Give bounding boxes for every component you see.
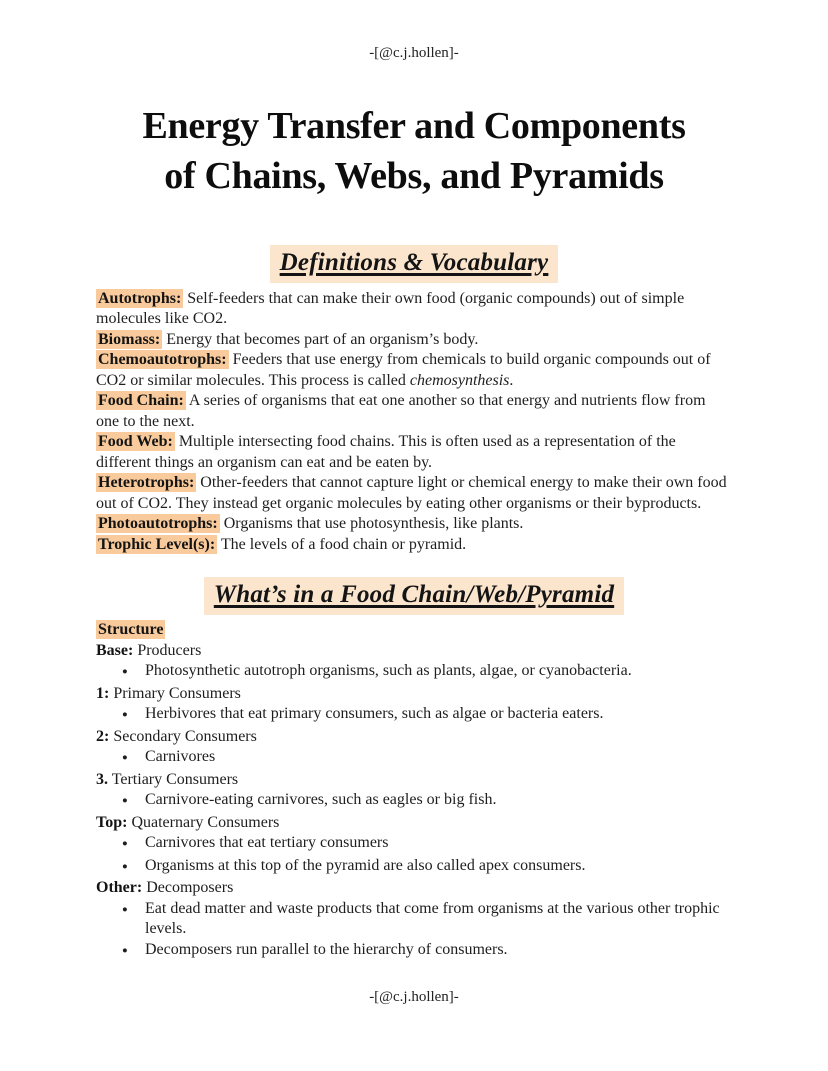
level-label: 2: xyxy=(96,727,110,745)
level-label: Base: xyxy=(96,641,134,659)
bullet-text: Carnivores that eat tertiary consumers xyxy=(145,834,389,851)
bullet-icon xyxy=(122,790,145,813)
structure-level-other xyxy=(96,878,732,899)
level-label: 1: xyxy=(96,684,110,702)
definition-term: Chemoautotrophs: xyxy=(98,351,227,369)
definition-term: Food Web: xyxy=(98,433,173,451)
definition-italic-word: chemosynthesis xyxy=(409,371,510,389)
definition-text: Feeders that use energy from chemicals to build organic compounds out of CO2 or similar molecules. This process is called xyxy=(96,351,711,389)
structure-subheading xyxy=(96,620,732,641)
bullet-icon xyxy=(122,704,145,727)
bullet-icon xyxy=(122,899,145,940)
definition-text: Energy that becomes part of an organism’s body. xyxy=(162,330,479,348)
list-item xyxy=(96,790,732,813)
structure-list xyxy=(96,620,732,962)
bullet-text: Eat dead matter and waste products that come from organisms at the various other trophic levels. xyxy=(145,899,720,937)
structure-subheading-text: Structure xyxy=(98,621,164,638)
structure-level-base xyxy=(96,641,732,662)
page-header-watermark: -[@c.j.hollen]- xyxy=(369,45,459,61)
section-structure-heading-wrap xyxy=(96,577,732,615)
list-item xyxy=(96,661,732,684)
bullet-icon xyxy=(122,661,145,684)
list-item xyxy=(96,940,732,963)
definition-term: Food Chain: xyxy=(98,392,184,410)
definition-item-autotrophs xyxy=(96,289,732,330)
definition-item-chemoautotrophs xyxy=(96,350,732,391)
list-item xyxy=(96,747,732,770)
definition-item-biomass xyxy=(96,330,732,351)
definition-item-food-chain xyxy=(96,391,732,432)
section-definitions-heading-wrap xyxy=(96,245,732,283)
level-text: Decomposers xyxy=(142,879,234,896)
definition-item-heterotrophs xyxy=(96,473,732,514)
bullet-icon xyxy=(122,747,145,770)
list-item xyxy=(96,856,732,879)
structure-level-2 xyxy=(96,727,732,748)
definition-term: Photoautotrophs: xyxy=(98,515,218,533)
page-footer-watermark: -[@c.j.hollen]- xyxy=(369,989,459,1005)
bullet-text: Carnivore-eating carnivores, such as eagles or big fish. xyxy=(145,791,497,808)
bullet-text: Organisms at this top of the pyramid are also called apex consumers. xyxy=(145,856,586,874)
definition-text: A series of organisms that eat one another so that energy and nutrients flow from one to the next. xyxy=(96,392,706,430)
level-text: Tertiary Consumers xyxy=(108,770,239,788)
definition-item-food-web xyxy=(96,432,732,473)
definition-text-after: . xyxy=(509,371,514,389)
definitions-list xyxy=(96,289,732,556)
definition-item-trophic-levels xyxy=(96,535,732,556)
definition-term: Autotrophs: xyxy=(98,289,182,307)
level-text: Quaternary Consumers xyxy=(127,813,280,831)
document-title-line1: Energy Transfer and Components xyxy=(142,105,686,147)
bullet-icon xyxy=(122,856,145,879)
definition-item-photoautotrophs xyxy=(96,514,732,535)
definition-term: Heterotrophs: xyxy=(98,474,195,492)
definition-text: Multiple intersecting food chains. This is often used as a representation of the different things an organism can eat and be eaten by. xyxy=(96,433,676,471)
list-item xyxy=(96,704,732,727)
list-item xyxy=(96,899,732,940)
section-heading-definitions: Definitions & Vocabulary xyxy=(270,245,559,283)
level-label: Other: xyxy=(96,879,143,896)
bullet-text: Decomposers run parallel to the hierarchy of consumers. xyxy=(145,940,508,958)
definition-term: Trophic Level(s): xyxy=(98,535,216,553)
level-label: Top: xyxy=(96,813,128,831)
level-label: 3. xyxy=(96,770,108,788)
document-title xyxy=(96,101,732,201)
list-item xyxy=(96,833,732,856)
definition-term: Biomass: xyxy=(98,330,161,348)
bullet-text: Photosynthetic autotroph organisms, such as plants, algae, or cyanobacteria. xyxy=(145,662,632,679)
structure-level-top xyxy=(96,813,732,834)
bullet-text: Herbivores that eat primary consumers, such as algae or bacteria eaters. xyxy=(145,705,604,722)
bullet-icon xyxy=(122,833,145,856)
structure-level-3 xyxy=(96,770,732,791)
structure-level-1 xyxy=(96,684,732,705)
definition-text: The levels of a food chain or pyramid. xyxy=(217,535,467,553)
definition-text: Self-feeders that can make their own food (organic compounds) out of simple molecules like CO2. xyxy=(96,289,685,328)
definition-text: Other-feeders that cannot capture light or chemical energy to make their own food out of CO2. They instead get organic molecules by eating other organisms or their byproducts. xyxy=(96,474,727,512)
level-text: Producers xyxy=(133,641,202,659)
definition-text: Organisms that use photosynthesis, like plants. xyxy=(219,515,524,533)
section-heading-structure: What’s in a Food Chain/Web/Pyramid xyxy=(204,577,624,615)
document-title-line2: of Chains, Webs, and Pyramids xyxy=(164,155,664,197)
level-text: Primary Consumers xyxy=(109,684,241,702)
bullet-icon xyxy=(122,940,145,963)
level-text: Secondary Consumers xyxy=(109,727,257,745)
bullet-text: Carnivores xyxy=(145,748,216,765)
